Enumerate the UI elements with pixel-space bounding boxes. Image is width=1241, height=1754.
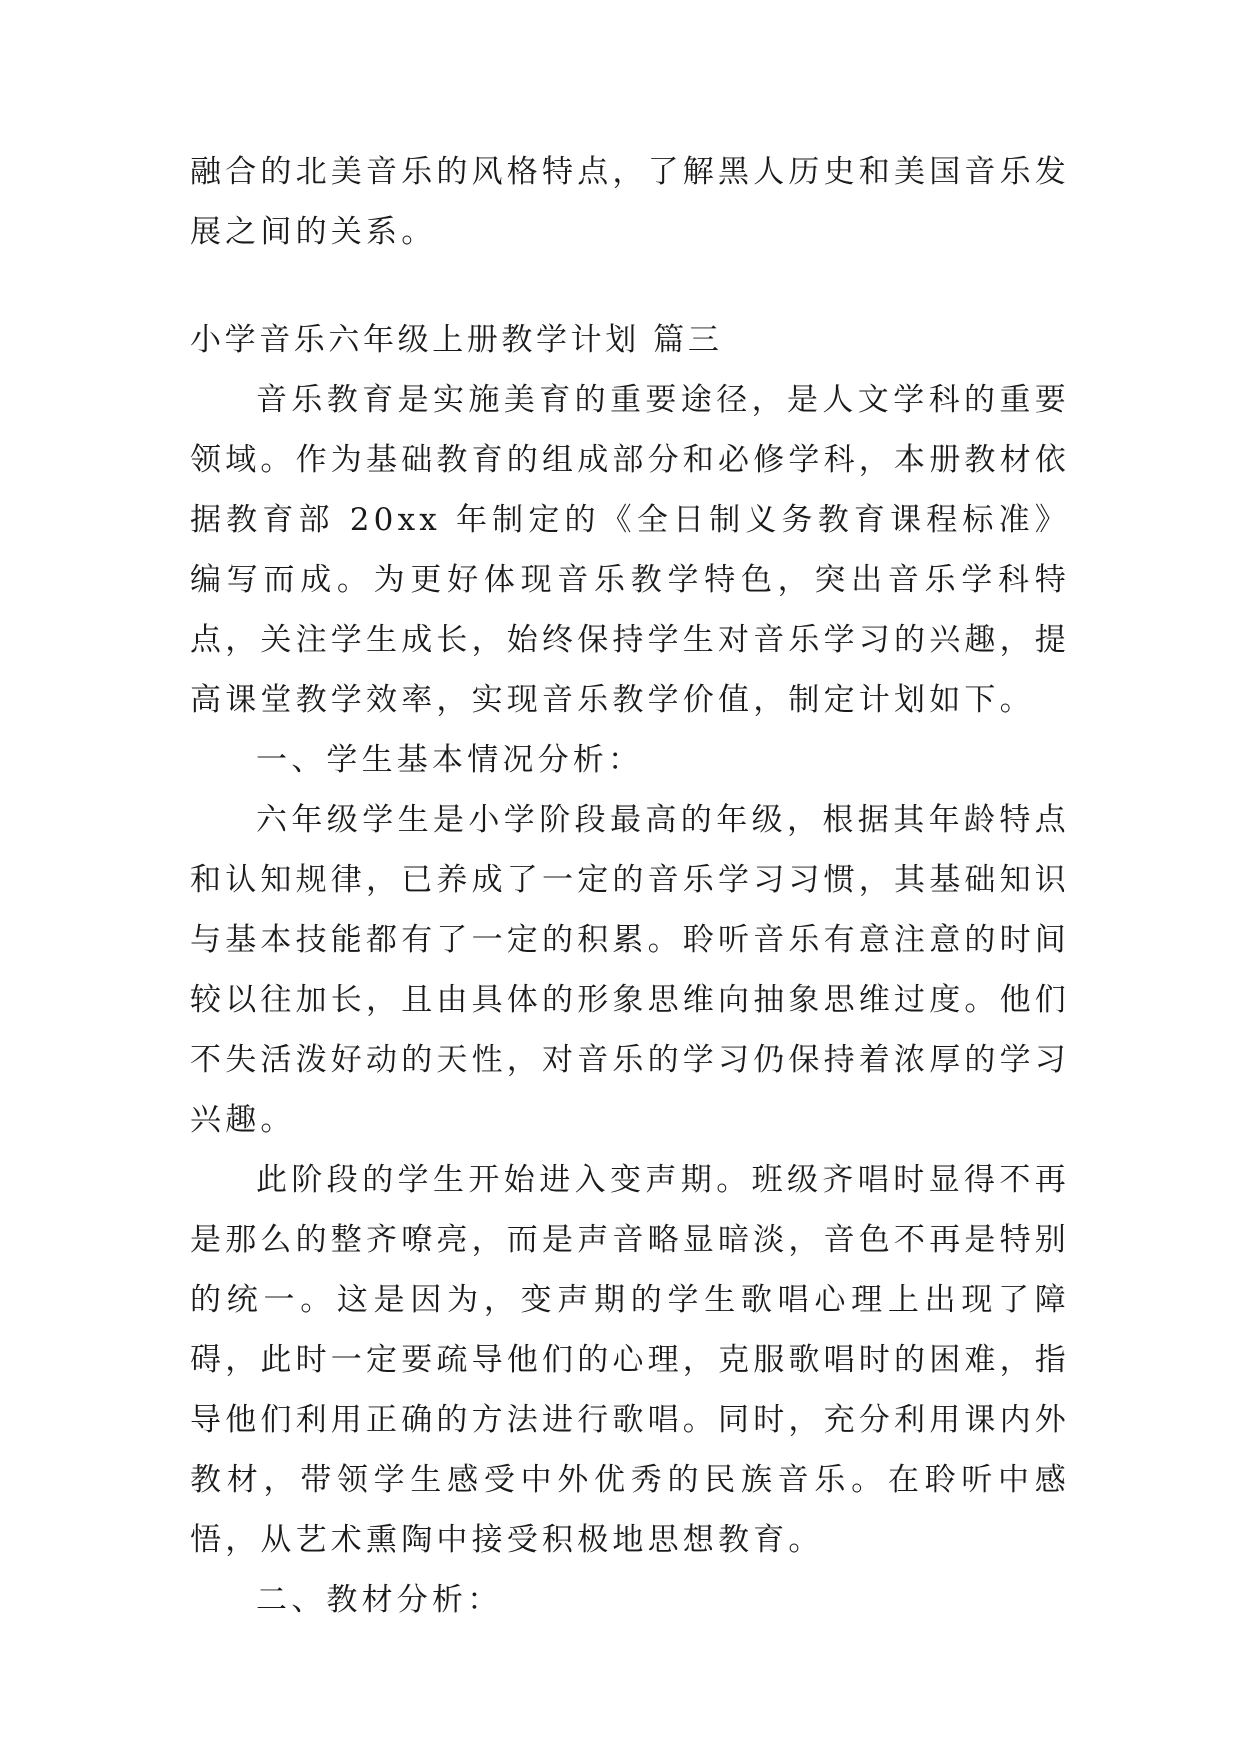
- paragraph-student-analysis: 六年级学生是小学阶段最高的年级，根据其年龄特点和认知规律，已养成了一定的音乐学习习惯，其基础知识与基本技能都有了一定的积累。聆听音乐有意注意的时间较以往加长，且由具体的形象思维向抽象思维过度。他们不失活泼好动的天性，对音乐的学习仍保持着浓厚的学习兴趣。: [190, 802, 1070, 1138]
- paragraph-intro: 音乐教育是实施美育的重要途径，是人文学科的重要领域。作为基础教育的组成部分和必修学科，本册教材依据教育部 20xx 年制定的《全日制义务教育课程标准》编写而成。为更好体现音乐教学特色，突出音乐学科特点，关注学生成长，始终保持学生对音乐学习的兴趣，提高课堂教学效率，实现音乐教学价值，制定计划如下。: [190, 382, 1070, 718]
- heading-student-analysis: 一、学生基本情况分析：: [256, 742, 644, 778]
- continuation-block: [190, 142, 1070, 262]
- heading-textbook-analysis: 二、教材分析：: [256, 1582, 503, 1618]
- paragraph-voice-change: 此阶段的学生开始进入变声期。班级齐唱时显得不再是那么的整齐嘹亮，而是声音略显暗淡，音色不再是特别的统一。这是因为，变声期的学生歌唱心理上出现了障碍，此时一定要疏导他们的心理，克服歌唱时的困难，指导他们利用正确的方法进行歌唱。同时，充分利用课内外教材，带领学生感受中外优秀的民族音乐。在聆听中感悟，从艺术熏陶中接受积极地思想教育。: [190, 1162, 1070, 1558]
- continuation-paragraph: 融合的北美音乐的风格特点，了解黑人历史和美国音乐发展之间的关系。: [190, 154, 1070, 250]
- section-title: 小学音乐六年级上册教学计划 篇三: [190, 322, 723, 358]
- body-text: [190, 370, 1070, 1630]
- section-title-block: [190, 310, 1070, 370]
